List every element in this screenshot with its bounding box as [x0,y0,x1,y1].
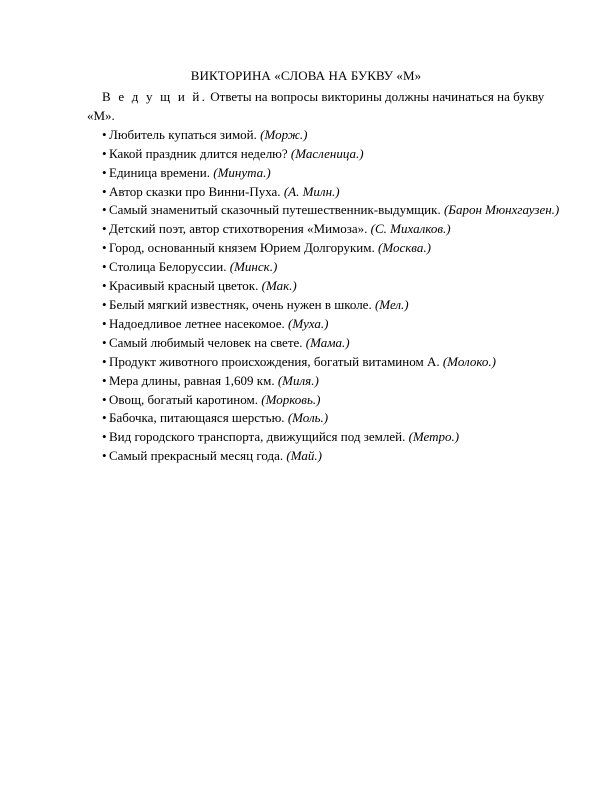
question-item [87,183,572,202]
question-text: Продукт животного происхождения, богатый витамином А. [109,353,440,369]
question-text: Самый знаменитый сказочный путешественник-выдумщик. [109,202,441,218]
question-text: Самый прекрасный месяц года. [109,448,284,464]
answer-text: (Масленица.) [290,145,364,161]
answer-text: (Моль.) [287,410,329,426]
answer-text: (Мак.) [261,278,297,294]
answer-text: (Май.) [286,448,322,464]
bullet-icon: • [102,315,107,331]
question-item [87,409,572,428]
question-item [87,126,572,145]
intro-paragraph [87,88,572,126]
bullet-icon: • [102,410,107,426]
question-text: Любитель купаться зимой. [109,126,257,142]
answer-text: (Морж.) [260,126,308,142]
question-item [87,164,572,183]
page-title: ВИКТОРИНА «СЛОВА НА БУКВУ «М» [190,68,422,83]
question-text: Белый мягкий известняк, очень нужен в школе. [109,296,372,312]
bullet-icon: • [102,296,107,312]
question-text: Самый любимый человек на свете. [109,334,303,350]
speaker-label: В е д у щ и й. [102,89,208,104]
answer-text: (Минута.) [213,164,271,180]
answer-text: (Миля.) [277,372,319,388]
answer-text: (Морковь.) [261,391,321,407]
question-item [87,447,572,466]
question-item [87,428,572,447]
bullet-icon: • [102,240,107,256]
bullet-icon: • [102,372,107,388]
question-text: Овощ, богатый каротином. [109,391,258,407]
question-text: Бабочка, питающаяся шерстью. [109,410,285,426]
answer-text: (Москва.) [377,240,431,256]
bullet-icon: • [102,202,107,218]
answer-text: (Метро.) [408,429,460,445]
question-text: Столица Белоруссии. [109,259,227,275]
bullet-icon: • [102,353,107,369]
quiz-content [87,88,572,466]
bullet-icon: • [102,448,107,464]
question-list [87,126,572,466]
bullet-icon: • [102,278,107,294]
question-item [87,277,572,296]
answer-text: (Барон Мюнхгаузен.) [443,202,560,218]
bullet-icon: • [102,334,107,350]
question-text: Вид городского транспорта, движущийся под землей. [109,429,406,445]
question-item [87,239,572,258]
question-item [87,201,572,220]
answer-text: (Мел.) [374,296,409,312]
question-text: Мера длины, равная 1,609 км. [109,372,275,388]
question-item [87,334,572,353]
bullet-icon: • [102,429,107,445]
question-text: Какой праздник длится неделю? [109,145,288,161]
bullet-icon: • [102,259,107,275]
bullet-icon: • [102,391,107,407]
question-item [87,220,572,239]
bullet-icon: • [102,145,107,161]
answer-text: (Муха.) [288,315,329,331]
answer-text: (Минск.) [229,259,278,275]
question-text: Красивый красный цветок. [109,278,259,294]
question-item [87,353,572,372]
question-text: Город, основанный князем Юрием Долгоруким. [109,240,375,256]
question-item [87,372,572,391]
question-item [87,258,572,277]
question-item [87,145,572,164]
bullet-icon: • [102,183,107,199]
answer-text: (А. Милн.) [283,183,340,199]
bullet-icon: • [102,164,107,180]
question-item [87,315,572,334]
question-item [87,296,572,315]
question-text: Надоедливое летнее насекомое. [109,315,285,331]
answer-text: (Мама.) [305,334,350,350]
question-text: Автор сказки про Винни-Пуха. [109,183,281,199]
question-text: Детский поэт, автор стихотворения «Мимоза». [109,221,368,237]
bullet-icon: • [102,126,107,142]
intro-text: Ответы на вопросы викторины должны начинаться на букву «М». [87,89,545,123]
question-item [87,391,572,410]
answer-text: (Молоко.) [442,353,496,369]
bullet-icon: • [102,221,107,237]
answer-text: (С. Михалков.) [370,221,451,237]
question-text: Единица времени. [109,164,210,180]
